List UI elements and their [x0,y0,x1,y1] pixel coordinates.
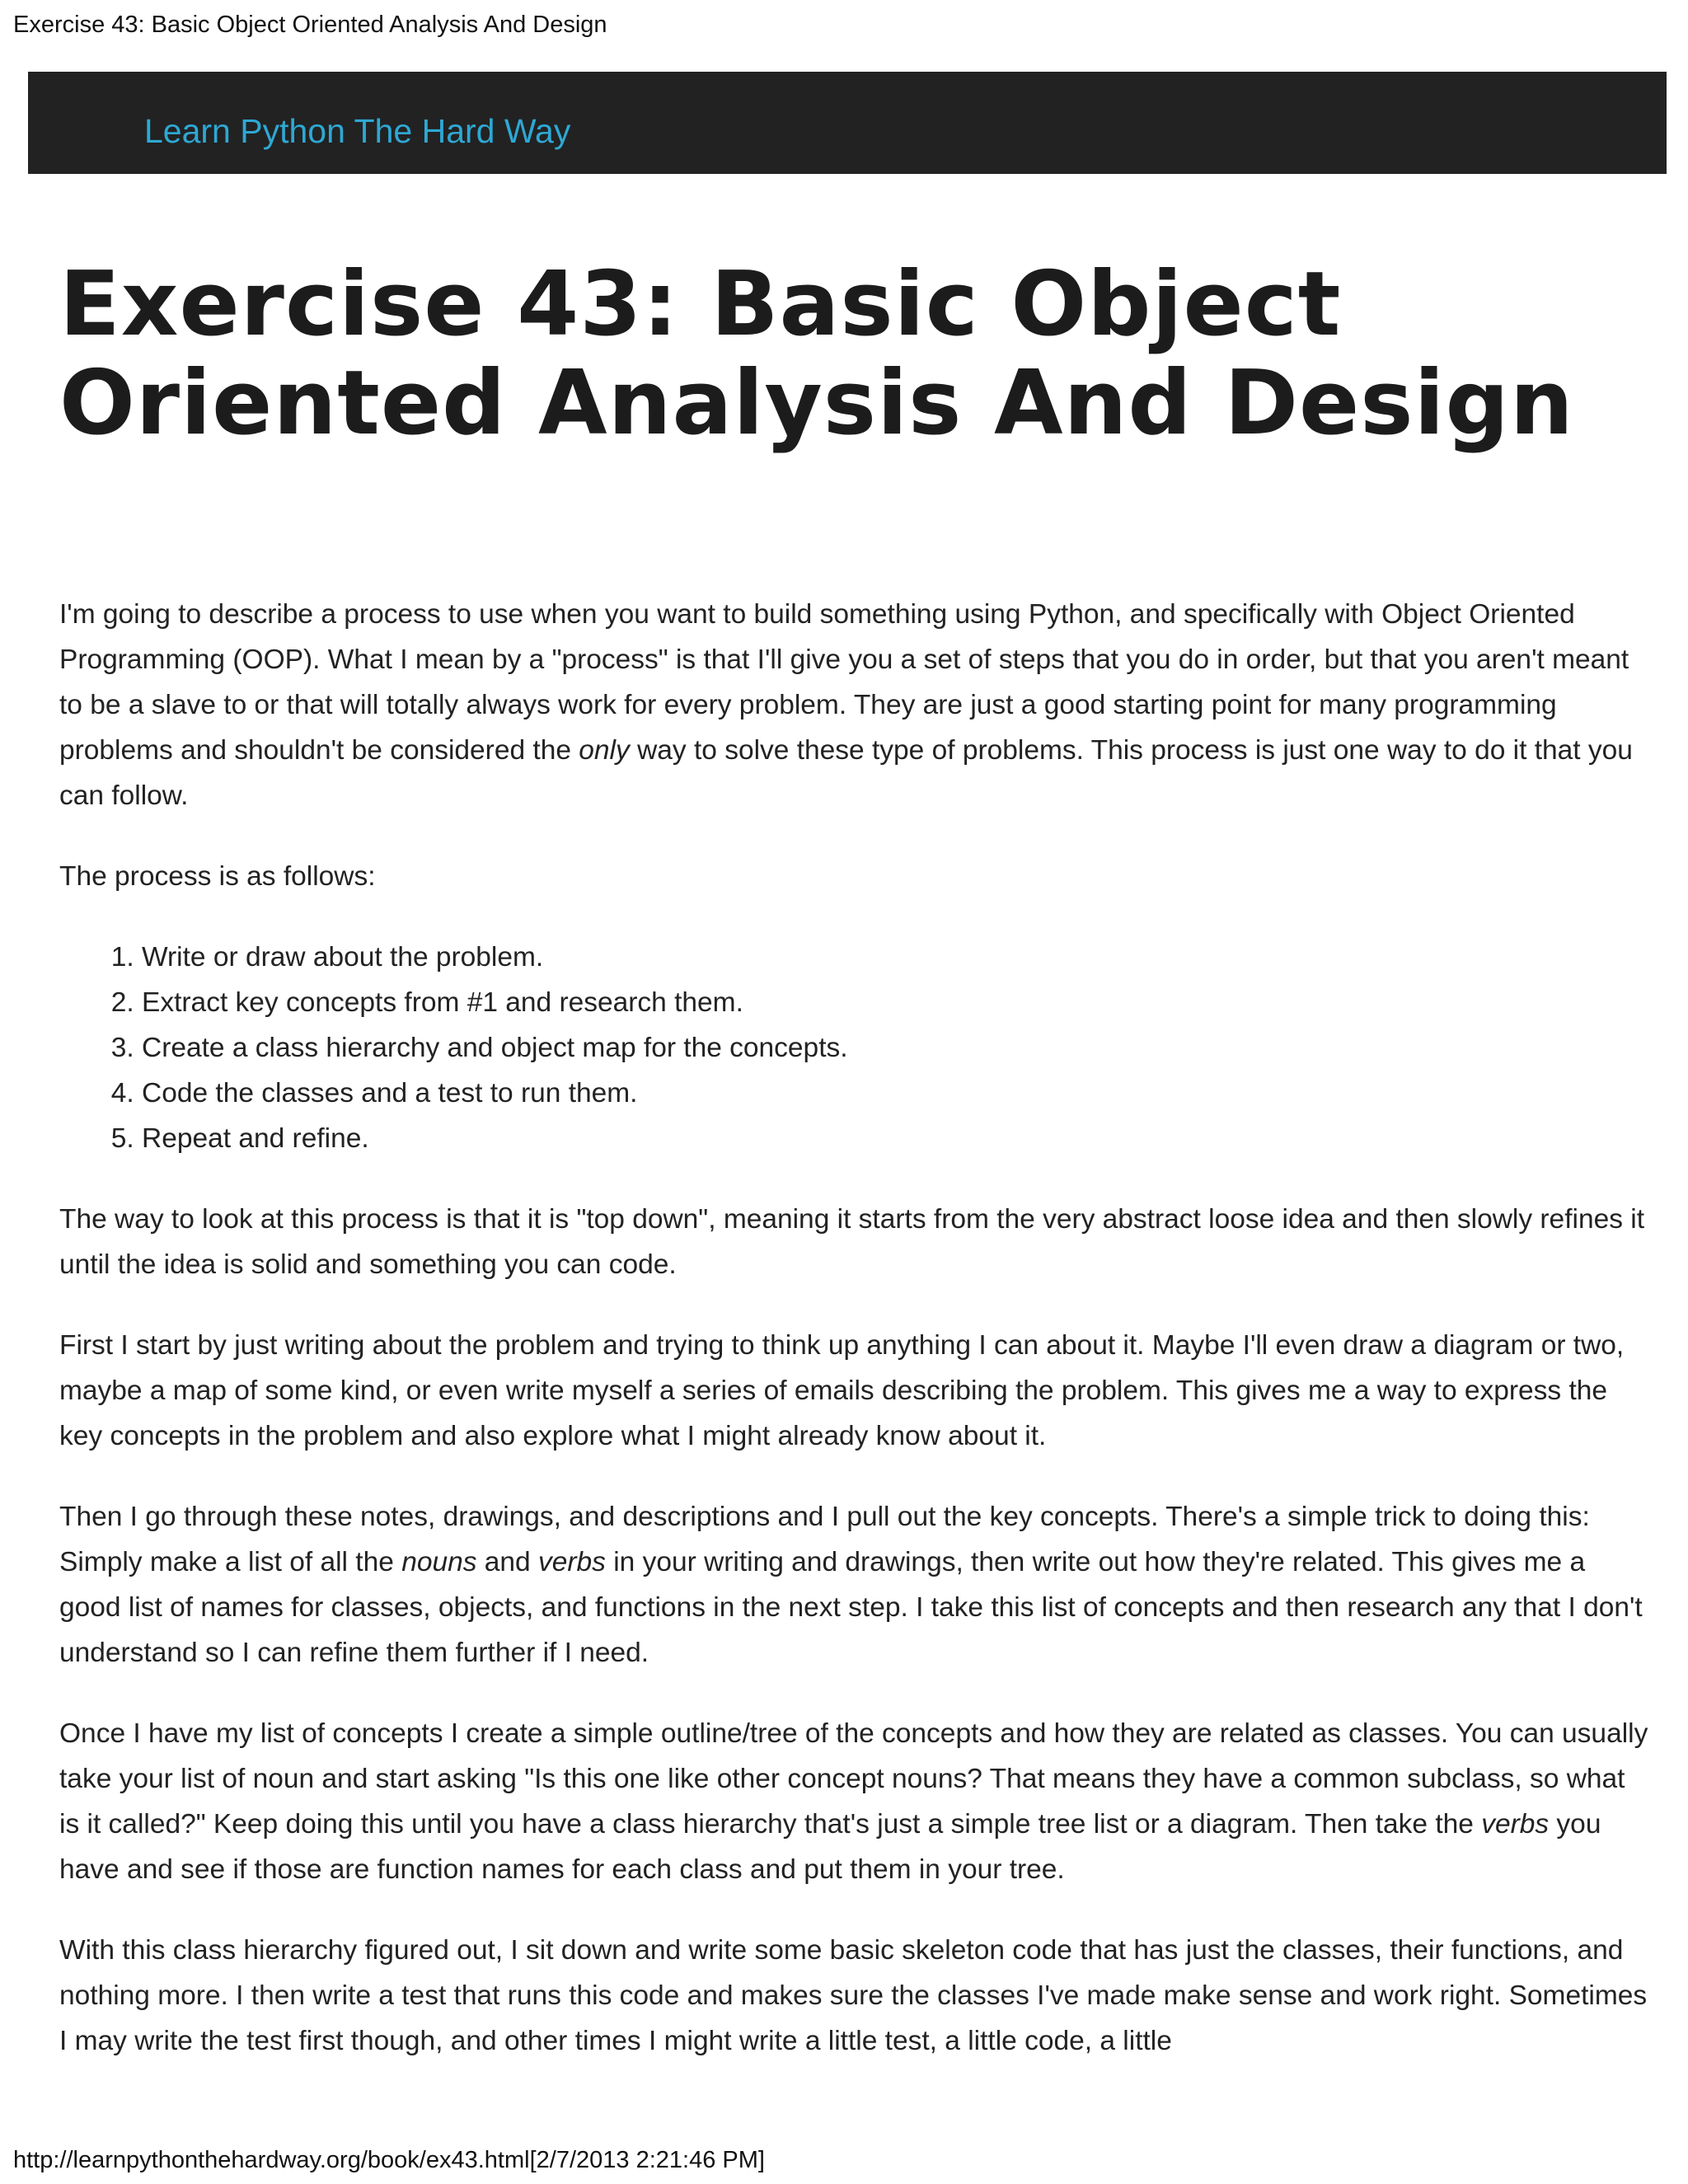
list-item: 1. Write or draw about the problem. [142,935,1650,980]
text-span: Once I have my list of concepts I create a simple outline/tree of the concepts and how they are related as classes. You can usually take your list of noun and start asking "Is this one like other concept nouns? That means they have a common subclass, so what is it called?" Keep doing this until you have a class hierarchy that's just a simple tree list or a diagram. Then take the [59,1718,1648,1840]
emphasis: nouns [401,1547,477,1577]
paragraph-skeleton-code: With this class hierarchy figured out, I sit down and write some basic skeleton code that has just the classes, their functions, and nothing more. I then write a test that runs this code and makes sure the classes I've made make sense and work right. Sometimes I may write the test first though, and other times I might write a little test, a little code, a little [59,1935,1648,2056]
page-title-line-1: Exercise 43: Basic Object [59,253,1342,356]
navbar [28,72,1667,174]
paragraph-key-concepts [59,1494,1650,1675]
paragraph-write-problem: First I start by just writing about the problem and trying to think up anything I can about it. Maybe I'll even draw a diagram or two, maybe a map of some kind, or even write myself a series of emails describing the problem. This gives me a way to express the key concepts in the problem and also explore what I might already know about it. [59,1330,1625,1451]
text-span: Then I go through these notes, drawings, and descriptions and I pull out the key concepts. There's a simple trick to doing this: Simply make a list of all the [59,1502,1590,1577]
text-span: I'm going to describe a process to use when you want to build something using Python, and specifically with Object Oriented Programming (OOP). What I mean by a "process" is that I'll give you a set of steps that you do in order, but that you aren't meant to be a slave to or that will totally always work for every problem. They are just a good starting point for many programming problems and shouldn't be considered the [59,599,1629,766]
paragraph-top-down: The way to look at this process is that it is "top down", meaning it starts from the very abstract loose idea and then slowly refines it until the idea is solid and something you can code. [59,1204,1645,1280]
page-title [59,255,1625,453]
page-title-line-2: Oriented Analysis And Design [59,352,1574,455]
paragraph-class-hierarchy [59,1711,1650,1892]
paragraph-intro [59,592,1650,818]
process-steps-list [59,935,1650,1161]
text-span: way to solve these type of problems. This process is just one way to do it that you can follow. [59,735,1633,811]
emphasis: verbs [1481,1809,1550,1840]
list-item: 4. Code the classes and a test to run them. [142,1071,1650,1116]
list-item: 2. Extract key concepts from #1 and research them. [142,980,1650,1025]
list-item: 3. Create a class hierarchy and object map for the concepts. [142,1025,1650,1071]
text-span: and [476,1547,538,1577]
emphasis: verbs [537,1547,606,1577]
print-footer-url: http://learnpythonthehardway.org/book/ex43.html[2/7/2013 2:21:46 PM] [13,2147,765,2173]
article-body [59,592,1650,2099]
text-span: you have and see if those are function names for each class and put them in your tree. [59,1809,1601,1885]
paragraph-process-intro: The process is as follows: [59,861,376,892]
text-span: in your writing and drawings, then write out how they're related. This gives me a good list of names for classes, objects, and functions in the next step. I take this list of concepts and then research any that I don't understand so I can refine them further if I need. [59,1547,1643,1668]
brand-link[interactable]: Learn Python The Hard Way [144,112,571,150]
print-header: Exercise 43: Basic Object Oriented Analysis And Design [13,12,607,38]
list-item: 5. Repeat and refine. [142,1116,1650,1161]
emphasis: only [579,735,630,766]
